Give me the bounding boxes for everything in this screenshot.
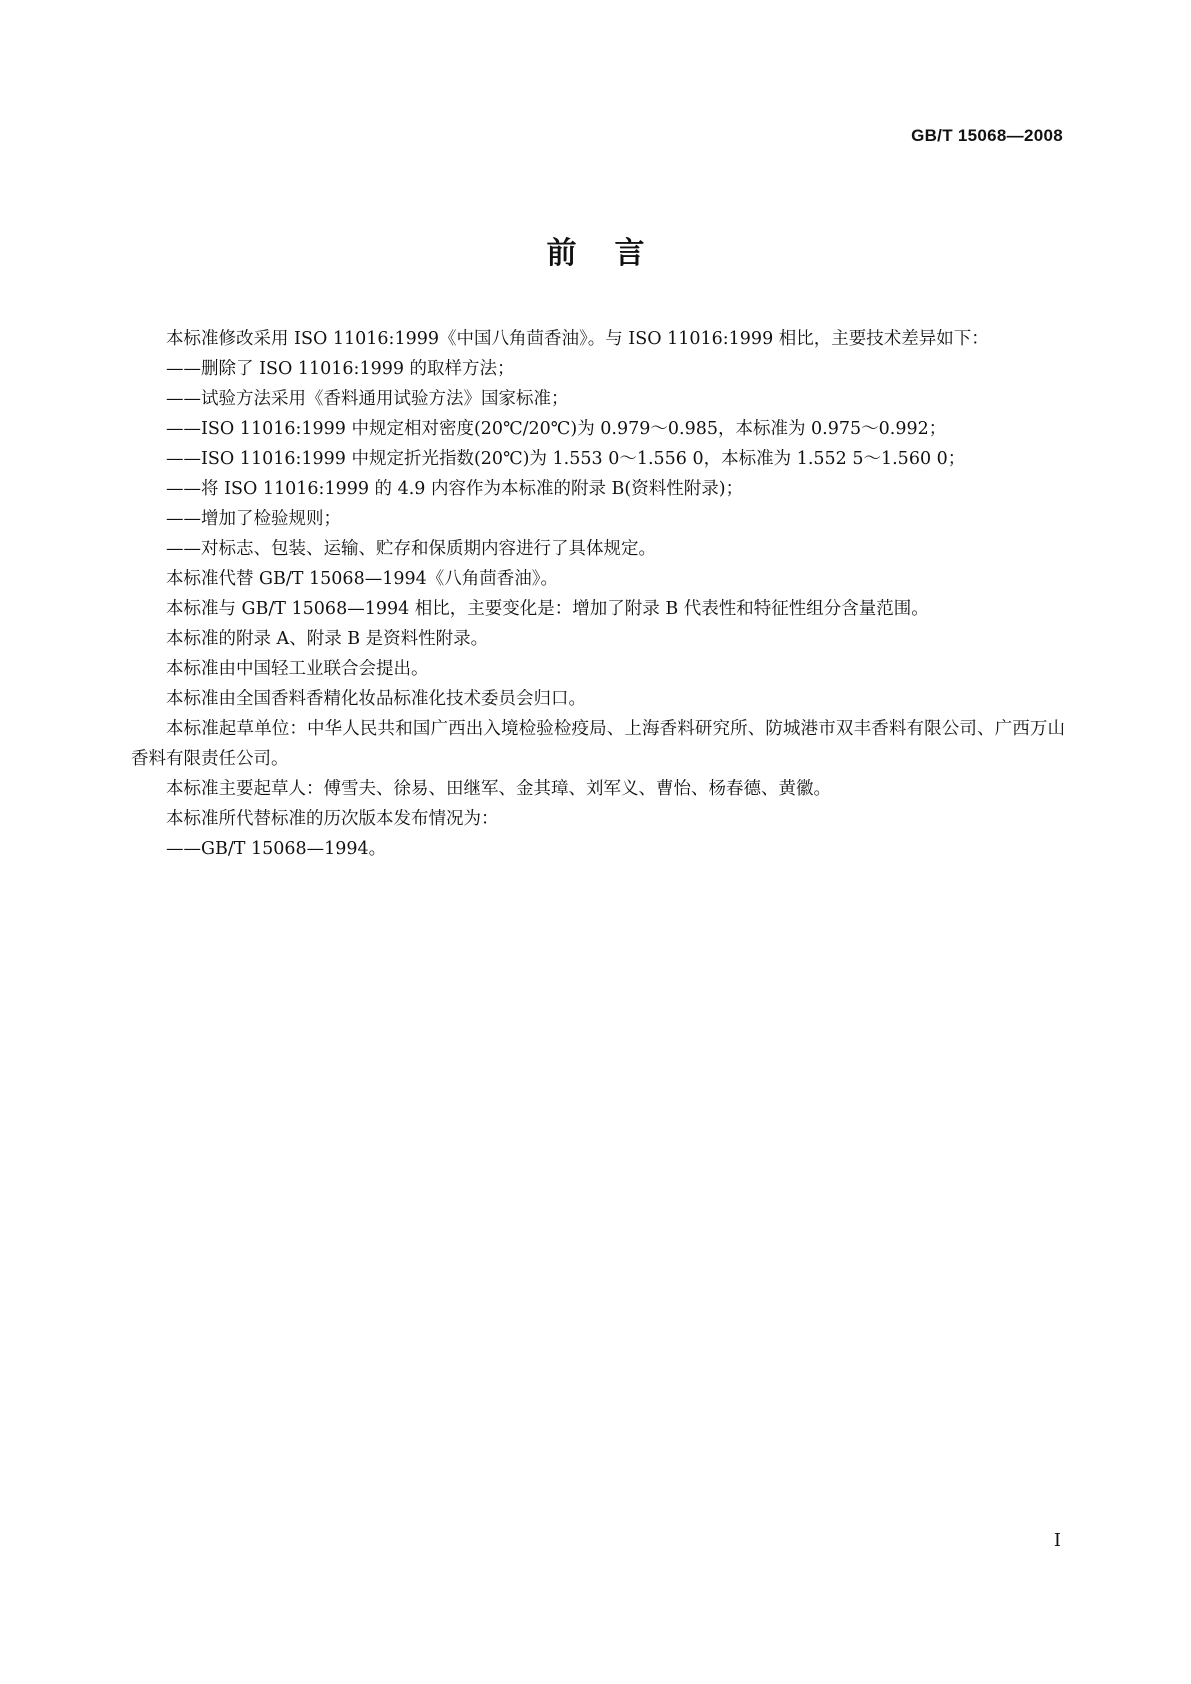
page-title: 前言 — [546, 236, 683, 271]
paragraph-proposed-by: 本标准由中国轻工业联合会提出。 — [166, 659, 429, 679]
paragraph-diff-sampling: ——删除了 ISO 11016:1999 的取样方法； — [166, 359, 515, 379]
paragraph-annexes: 本标准的附录 A、附录 B 是资料性附录。 — [166, 629, 489, 649]
paragraph-drafters: 本标准主要起草人：傅雪夫、徐易、田继军、金其璋、刘军义、曹怡、杨春德、黄徽。 — [166, 779, 831, 799]
paragraph-previous-editions: 本标准所代替标准的历次版本发布情况为： — [166, 809, 499, 829]
foreword-body — [131, 324, 1065, 864]
paragraph-centralized-by: 本标准由全国香料香精化妆品标准化技术委员会归口。 — [166, 689, 586, 709]
paragraph-replaces: 本标准代替 GB/T 15068—1994《八角茴香油》。 — [166, 569, 558, 589]
paragraph-previous-edition-item: ——GB/T 15068—1994。 — [166, 839, 387, 859]
paragraph-diff-density: ——ISO 11016:1999 中规定相对密度(20℃/20℃)为 0.979～0.985，本标准为 0.975～0.992； — [166, 419, 947, 439]
paragraph-diff-annex-b: ——将 ISO 11016:1999 的 4.9 内容作为本标准的附录 B(资料性附录)； — [166, 479, 744, 499]
paragraph-diff-inspection-rules: ——增加了检验规则； — [166, 509, 341, 529]
paragraph-drafting-units: 本标准起草单位：中华人民共和国广西出入境检验检疫局、上海香料研究所、防城港市双丰香料有限公司、广西万山香料有限责任公司。 — [131, 719, 1065, 769]
paragraph-diff-test-method: ——试验方法采用《香料通用试验方法》国家标准； — [166, 389, 569, 409]
paragraph-main-changes: 本标准与 GB/T 15068—1994 相比，主要变化是：增加了附录 B 代表性和特征性组分含量范围。 — [166, 599, 929, 619]
paragraph-diff-refractive-index: ——ISO 11016:1999 中规定折光指数(20℃)为 1.553 0～1.556 0，本标准为 1.552 5～1.560 0； — [166, 449, 966, 469]
page-number: I — [1053, 1530, 1061, 1551]
standard-code: GB/T 15068—2008 — [911, 126, 1063, 145]
paragraph-scope: 本标准修改采用 ISO 11016:1999《中国八角茴香油》。与 ISO 11016:1999 相比，主要技术差异如下： — [166, 329, 989, 349]
paragraph-diff-marking: ——对标志、包装、运输、贮存和保质期内容进行了具体规定。 — [166, 539, 656, 559]
